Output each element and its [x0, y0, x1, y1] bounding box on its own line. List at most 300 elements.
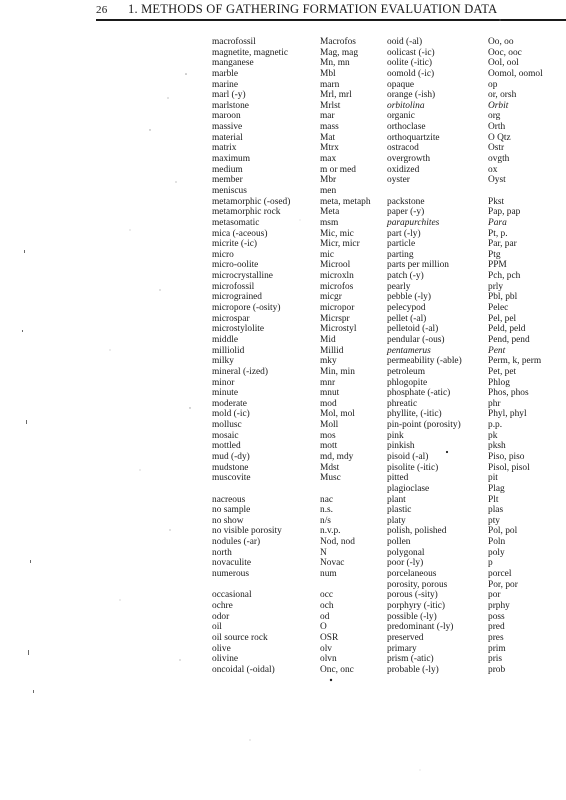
abbreviation-text: n/s [320, 515, 331, 526]
abbreviation-row [387, 409, 566, 420]
abbreviation-row [212, 207, 386, 218]
abbreviation-text: od [320, 611, 330, 622]
abbreviation-text: Mag, mag [320, 47, 359, 58]
abbreviation-row [387, 378, 566, 389]
abbreviation-text: op [488, 79, 498, 90]
abbreviation-text: plas [488, 505, 504, 516]
term-text: pelecypod [387, 303, 426, 314]
abbreviation-row [212, 335, 386, 346]
abbreviation-row [212, 569, 386, 580]
abbreviation-text: Microol [320, 260, 351, 271]
term-text: pendular (-ous) [387, 334, 445, 345]
abbreviation-text: p.p. [488, 420, 503, 431]
abbreviation-text: Mol, mol [320, 409, 355, 420]
term-text: porphyry (-itic) [387, 600, 446, 611]
abbreviation-text: Pch, pch [488, 271, 521, 282]
term-text: minute [212, 388, 239, 399]
abbreviation-text: Plag [488, 483, 505, 494]
abbreviation-text: Pkst [488, 196, 505, 207]
abbreviation-row [212, 133, 386, 144]
abbreviation-text: prphy [488, 600, 510, 611]
term-text: mottled [212, 441, 241, 452]
abbreviation-row [212, 580, 386, 591]
abbreviation-row [387, 399, 566, 410]
abbreviation-row [212, 399, 386, 410]
term-text: pisolite (-itic) [387, 462, 439, 473]
abbreviation-text: p [488, 558, 493, 569]
abbreviation-row [212, 229, 386, 240]
abbreviation-text: men [320, 185, 337, 196]
term-text: mica (-aceous) [212, 228, 268, 239]
term-text: numerous [212, 569, 249, 580]
abbreviation-row [387, 324, 566, 335]
abbreviation-text: Para [488, 217, 507, 228]
term-text: middle [212, 334, 239, 345]
abbreviation-text: Pelec [488, 303, 509, 314]
term-text: phyllite, (-itic) [387, 409, 442, 420]
abbreviation-row [212, 122, 386, 133]
term-text: no sample [212, 505, 251, 516]
term-text: particle [387, 239, 416, 250]
abbreviation-row [387, 505, 566, 516]
abbreviation-text: pit [488, 473, 498, 484]
abbreviation-row [212, 356, 386, 367]
abbreviation-text: pksh [488, 441, 506, 452]
abbreviation-text: phr [488, 398, 501, 409]
term-text: matrix [212, 143, 237, 154]
term-text: milliolid [212, 345, 245, 356]
term-text: microspar [212, 313, 250, 324]
abbreviation-text: mass [320, 122, 339, 133]
abbreviation-text: Por, por [488, 579, 518, 590]
term-text: metamorphic (-osed) [212, 196, 291, 207]
abbreviation-text: PPM [488, 260, 507, 271]
header-rule [96, 19, 566, 21]
abbreviation-row [212, 644, 386, 655]
term-text: pebble (-ly) [387, 292, 431, 303]
term-text: nodules (-ar) [212, 537, 261, 548]
abbreviation-row [387, 207, 566, 218]
term-text: platy [387, 515, 406, 526]
abbreviation-column-left [212, 37, 386, 675]
abbreviation-row [387, 133, 566, 144]
term-text: marine [212, 79, 239, 90]
abbreviation-row [387, 218, 566, 229]
abbreviation-text: or, orsh [488, 90, 517, 101]
term-text: orange (-ish) [387, 90, 436, 101]
abbreviation-row [387, 346, 566, 357]
abbreviation-row [387, 452, 566, 463]
term-text: olivine [212, 654, 239, 665]
abbreviation-text: mar [320, 111, 335, 122]
abbreviation-row [387, 569, 566, 580]
term-text: plagioclase [387, 483, 430, 494]
term-text: pink [387, 430, 404, 441]
abbreviation-text: microxln [320, 271, 354, 282]
abbreviation-row [212, 665, 386, 676]
abbreviation-row [212, 388, 386, 399]
term-text: muscovite [212, 473, 251, 484]
term-text: microcrystalline [212, 271, 273, 282]
abbreviation-text: Pbl, pbl [488, 292, 518, 303]
abbreviation-row [387, 101, 566, 112]
abbreviation-row [387, 197, 566, 208]
term-text: orbitolina [387, 100, 425, 111]
abbreviation-text: pred [488, 622, 505, 633]
abbreviation-text: Oo, oo [488, 37, 514, 47]
term-text: oncoidal (-oidal) [212, 664, 275, 675]
abbreviation-text: Peld, peld [488, 324, 526, 335]
term-text: phosphate (-atic) [387, 388, 451, 399]
term-text: pearly [387, 281, 411, 292]
term-text: milky [212, 356, 234, 367]
term-text: mold (-ic) [212, 409, 250, 420]
term-text: pollen [387, 537, 411, 548]
abbreviation-text: olvn [320, 654, 337, 665]
term-text: microstylolite [212, 324, 265, 335]
term-text: no show [212, 515, 244, 526]
abbreviation-text: Pisol, pisol [488, 462, 530, 473]
term-text: nacreous [212, 494, 246, 505]
abbreviation-row [387, 260, 566, 271]
abbreviation-text: olv [320, 643, 332, 654]
term-text: pin-point (porosity) [387, 420, 461, 431]
term-text: ochre [212, 600, 233, 611]
abbreviation-row [387, 580, 566, 591]
abbreviation-row [387, 537, 566, 548]
term-text: occasional [212, 590, 252, 601]
abbreviation-row [212, 367, 386, 378]
abbreviation-row [387, 665, 566, 676]
term-text: plant [387, 494, 406, 505]
abbreviation-text: prim [488, 643, 506, 654]
term-text: ooid (-al) [387, 37, 423, 47]
abbreviation-row [212, 324, 386, 335]
abbreviation-row [387, 186, 566, 197]
term-text: pisoid (-al) [387, 451, 429, 462]
abbreviation-row [212, 612, 386, 623]
abbreviation-row [212, 654, 386, 665]
abbreviation-row [212, 260, 386, 271]
abbreviation-row [387, 122, 566, 133]
abbreviation-text: Poln [488, 537, 506, 548]
abbreviation-text: Pap, pap [488, 207, 521, 218]
term-text: parts per million [387, 260, 449, 271]
abbreviation-text: mos [320, 430, 336, 441]
abbreviation-text: Micr, micr [320, 239, 360, 250]
abbreviation-text: mnut [320, 388, 340, 399]
term-text: mud (-dy) [212, 451, 250, 462]
abbreviation-row [387, 356, 566, 367]
abbreviation-text: mod [320, 398, 337, 409]
term-text: mudstone [212, 462, 249, 473]
abbreviation-text: Mrlst [320, 100, 341, 111]
term-text: parapurchites [387, 217, 440, 228]
abbreviation-text: pty [488, 515, 500, 526]
abbreviation-row [212, 37, 386, 48]
abbreviation-text: Pol, pol [488, 526, 518, 537]
term-text: polygonal [387, 547, 425, 558]
abbreviation-row [212, 420, 386, 431]
abbreviation-row [212, 505, 386, 516]
abbreviation-text: Ool, ool [488, 58, 519, 69]
term-text: pitted [387, 473, 409, 484]
abbreviation-row [212, 175, 386, 186]
abbreviation-row [212, 250, 386, 261]
abbreviation-text: Pt, p. [488, 228, 508, 239]
term-text: magnetite, magnetic [212, 47, 289, 58]
abbreviation-row [387, 388, 566, 399]
term-text: metasomatic [212, 217, 260, 228]
term-text: oil source rock [212, 632, 268, 643]
abbreviation-text: ovgth [488, 154, 510, 165]
abbreviation-row [212, 101, 386, 112]
abbreviation-text: Mbl [320, 68, 336, 79]
abbreviation-text: Mn, mn [320, 58, 350, 69]
term-text: primary [387, 643, 417, 654]
abbreviation-text: Mat [320, 132, 336, 143]
abbreviation-text: Pent [488, 345, 506, 356]
abbreviation-text: Millid [320, 345, 344, 356]
abbreviation-text: OSR [320, 632, 339, 643]
abbreviation-text: pres [488, 632, 504, 643]
abbreviation-row [387, 90, 566, 101]
abbreviation-row [387, 548, 566, 559]
abbreviation-row [212, 58, 386, 69]
term-text: plastic [387, 505, 412, 516]
abbreviation-text: Pel, pel [488, 313, 517, 324]
term-text: north [212, 547, 232, 558]
abbreviation-text: occ [320, 590, 334, 601]
term-text: marble [212, 68, 239, 79]
abbreviation-text: Oyst [488, 175, 506, 186]
abbreviation-text: Phlog [488, 377, 510, 388]
abbreviation-text: meta, metaph [320, 196, 371, 207]
abbreviation-row [212, 452, 386, 463]
abbreviation-row [212, 516, 386, 527]
abbreviation-text: Min, min [320, 366, 355, 377]
abbreviation-column-right [387, 37, 566, 675]
abbreviation-text: Nod, nod [320, 537, 355, 548]
term-text: overgrowth [387, 154, 431, 165]
abbreviation-text: n.s. [320, 505, 334, 516]
abbreviation-text: O Qtz [488, 132, 511, 143]
term-text: pelletoid (-al) [387, 324, 439, 335]
abbreviation-text: Meta [320, 207, 340, 218]
abbreviation-row [387, 165, 566, 176]
term-text: oyster [387, 175, 410, 186]
term-text: part (-ly) [387, 228, 421, 239]
abbreviation-text: por [488, 590, 501, 601]
abbreviation-text: micgr [320, 292, 342, 303]
term-text: phreatic [387, 398, 418, 409]
abbreviation-text: Ptg [488, 249, 501, 260]
abbreviation-row [387, 303, 566, 314]
abbreviation-row [212, 590, 386, 601]
abbreviation-text: Macrofos [320, 37, 356, 47]
term-text: marl (-y) [212, 90, 246, 101]
abbreviation-row [387, 69, 566, 80]
abbreviation-text: Mid [320, 334, 336, 345]
abbreviation-row [387, 271, 566, 282]
abbreviation-row [212, 218, 386, 229]
abbreviation-text: Mdst [320, 462, 340, 473]
abbreviation-row [212, 346, 386, 357]
abbreviation-row [387, 644, 566, 655]
abbreviation-row [212, 495, 386, 506]
abbreviation-text: micropor [320, 303, 355, 314]
abbreviation-row [212, 314, 386, 325]
abbreviation-row [387, 314, 566, 325]
abbreviation-row [387, 590, 566, 601]
abbreviation-row [212, 622, 386, 633]
term-text: maximum [212, 154, 251, 165]
term-text: polish, polished [387, 526, 447, 537]
abbreviation-text: num [320, 569, 337, 580]
term-text: pellet (-al) [387, 313, 427, 324]
term-text: pentamerus [387, 345, 431, 356]
term-text: micropore (-osity) [212, 303, 281, 314]
term-text: porcelaneous [387, 569, 437, 580]
abbreviation-text: pris [488, 654, 503, 665]
abbreviation-text: Mbr [320, 175, 337, 186]
abbreviation-text: och [320, 600, 334, 611]
abbreviation-text: nac [320, 494, 334, 505]
abbreviation-row [387, 239, 566, 250]
term-text: massive [212, 122, 243, 133]
abbreviation-row [212, 441, 386, 452]
term-text: predominant (-ly) [387, 622, 454, 633]
abbreviation-text: m or med [320, 164, 356, 175]
abbreviation-row [387, 622, 566, 633]
abbreviation-text: Ostr [488, 143, 505, 154]
abbreviation-text: Musc [320, 473, 341, 484]
term-text: member [212, 175, 243, 186]
abbreviation-text: Moll [320, 420, 339, 431]
abbreviation-row [212, 154, 386, 165]
term-text: oolite (-itic) [387, 58, 433, 69]
term-text: micrite (-ic) [212, 239, 258, 250]
abbreviation-text: Pend, pend [488, 334, 530, 345]
abbreviation-text: Orth [488, 122, 506, 133]
abbreviation-row [212, 558, 386, 569]
abbreviation-row [387, 143, 566, 154]
abbreviation-text: msm [320, 217, 339, 228]
term-text: orthoclase [387, 122, 426, 133]
abbreviation-row [212, 473, 386, 484]
abbreviation-row [387, 420, 566, 431]
abbreviation-text: pk [488, 430, 498, 441]
term-text: parting [387, 249, 414, 260]
abbreviation-row [387, 526, 566, 537]
abbreviation-row [387, 484, 566, 495]
abbreviation-row [387, 431, 566, 442]
abbreviation-row [212, 409, 386, 420]
abbreviation-row [387, 633, 566, 644]
abbreviation-row [212, 378, 386, 389]
abbreviation-text: poss [488, 611, 505, 622]
term-text: permeability (-able) [387, 356, 462, 367]
abbreviation-text: Pet, pet [488, 366, 517, 377]
term-text: micrograined [212, 292, 262, 303]
abbreviation-text: Onc, onc [320, 664, 354, 675]
abbreviation-text: Oomol, oomol [488, 68, 543, 79]
abbreviation-text: microfos [320, 281, 354, 292]
abbreviation-text: Plt [488, 494, 499, 505]
term-text: moderate [212, 398, 247, 409]
abbreviation-text: Novac [320, 558, 345, 569]
abbreviation-text: mky [320, 356, 337, 367]
term-text: mollusc [212, 420, 242, 431]
abbreviation-row [387, 250, 566, 261]
term-text: preserved [387, 632, 424, 643]
abbreviation-row [387, 292, 566, 303]
term-text: porosity, porous [387, 579, 448, 590]
abbreviation-row [387, 282, 566, 293]
term-text: organic [387, 111, 415, 122]
abbreviation-row [212, 526, 386, 537]
term-text: petroleum [387, 366, 426, 377]
abbreviation-text: max [320, 154, 337, 165]
abbreviation-text: Mtrx [320, 143, 339, 154]
term-text: no visible porosity [212, 526, 282, 537]
abbreviation-row [212, 165, 386, 176]
abbreviation-row [387, 612, 566, 623]
abbreviation-row [387, 654, 566, 665]
abbreviation-text: mic [320, 249, 335, 260]
abbreviation-text: Micrspr [320, 313, 350, 324]
abbreviation-row [212, 271, 386, 282]
term-text: packstone [387, 196, 425, 207]
abbreviation-row [387, 48, 566, 59]
abbreviation-row [212, 80, 386, 91]
term-text: micro-oolite [212, 260, 259, 271]
abbreviation-text: mnr [320, 377, 336, 388]
abbreviation-text: org [488, 111, 501, 122]
term-text: olive [212, 643, 231, 654]
abbreviation-row [387, 367, 566, 378]
term-text: odor [212, 611, 230, 622]
abbreviation-text: Piso, piso [488, 451, 525, 462]
term-text: pinkish [387, 441, 415, 452]
term-text: minor [212, 377, 235, 388]
term-text: metamorphic rock [212, 207, 281, 218]
abbreviation-row [212, 463, 386, 474]
term-text: maroon [212, 111, 241, 122]
abbreviation-row [212, 197, 386, 208]
term-text: meniscus [212, 185, 247, 196]
term-text: mineral (-ized) [212, 366, 268, 377]
abbreviation-row [212, 69, 386, 80]
term-text: manganese [212, 58, 254, 69]
abbreviation-row [387, 495, 566, 506]
abbreviation-row [212, 548, 386, 559]
term-text: paper (-y) [387, 207, 425, 218]
page-number: 26 [96, 4, 108, 16]
abbreviation-text: Phyl, phyl [488, 409, 527, 420]
abbreviation-row [212, 186, 386, 197]
abbreviation-row [212, 484, 386, 495]
term-text: opaque [387, 79, 415, 90]
abbreviation-text: porcel [488, 569, 512, 580]
abbreviation-text: N [320, 547, 327, 558]
term-text: macrofossil [212, 37, 256, 47]
abbreviation-row [387, 516, 566, 527]
abbreviation-row [387, 601, 566, 612]
abbreviation-text: ox [488, 164, 498, 175]
term-text: oil [212, 622, 222, 633]
term-text: marlstone [212, 100, 249, 111]
